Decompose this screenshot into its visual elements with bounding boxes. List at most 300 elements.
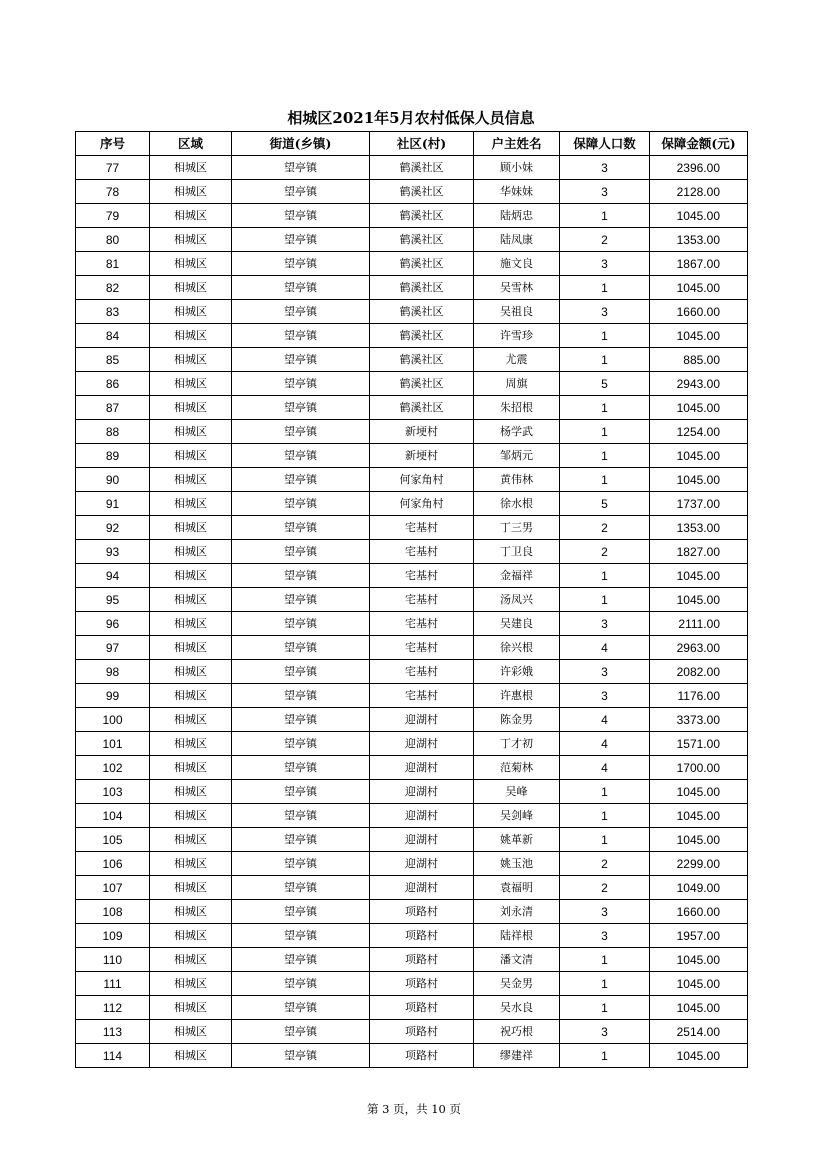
cell-persons: 5: [560, 492, 650, 516]
cell-community: 新埂村: [370, 420, 474, 444]
cell-district: 相城区: [150, 324, 232, 348]
cell-amount: 1045.00: [650, 828, 748, 852]
cell-district: 相城区: [150, 204, 232, 228]
cell-district: 相城区: [150, 876, 232, 900]
cell-amount: 1045.00: [650, 972, 748, 996]
cell-district: 相城区: [150, 660, 232, 684]
cell-household-head: 朱招根: [474, 396, 560, 420]
cell-district: 相城区: [150, 852, 232, 876]
cell-index: 88: [76, 420, 150, 444]
cell-persons: 3: [560, 684, 650, 708]
cell-amount: 1737.00: [650, 492, 748, 516]
cell-amount: 1700.00: [650, 756, 748, 780]
cell-amount: 1045.00: [650, 996, 748, 1020]
cell-household-head: 祝巧根: [474, 1020, 560, 1044]
cell-community: 新埂村: [370, 444, 474, 468]
cell-index: 92: [76, 516, 150, 540]
cell-street: 望亭镇: [232, 1044, 370, 1068]
cell-street: 望亭镇: [232, 612, 370, 636]
cell-persons: 2: [560, 516, 650, 540]
cell-district: 相城区: [150, 276, 232, 300]
cell-community: 项路村: [370, 996, 474, 1020]
cell-index: 94: [76, 564, 150, 588]
cell-street: 望亭镇: [232, 276, 370, 300]
cell-index: 79: [76, 204, 150, 228]
cell-district: 相城区: [150, 156, 232, 180]
cell-household-head: 邹炳元: [474, 444, 560, 468]
cell-household-head: 吴金男: [474, 972, 560, 996]
cell-amount: 1045.00: [650, 468, 748, 492]
column-header-community: 社区(村): [370, 132, 474, 156]
page-footer: 第 3 页，共 10 页: [366, 1102, 462, 1116]
cell-index: 82: [76, 276, 150, 300]
table-row: [76, 828, 748, 852]
cell-community: 鹤溪社区: [370, 204, 474, 228]
cell-street: 望亭镇: [232, 660, 370, 684]
cell-district: 相城区: [150, 972, 232, 996]
cell-persons: 1: [560, 396, 650, 420]
cell-household-head: 华妹妹: [474, 180, 560, 204]
table-row: [76, 180, 748, 204]
cell-district: 相城区: [150, 924, 232, 948]
cell-community: 宅基村: [370, 612, 474, 636]
cell-street: 望亭镇: [232, 1020, 370, 1044]
cell-persons: 1: [560, 1044, 650, 1068]
cell-household-head: 汤凤兴: [474, 588, 560, 612]
cell-community: 迎湖村: [370, 780, 474, 804]
table-body: [76, 156, 748, 1068]
cell-household-head: 陆凤康: [474, 228, 560, 252]
cell-community: 鹤溪社区: [370, 372, 474, 396]
table-row: [76, 612, 748, 636]
table-row: [76, 468, 748, 492]
cell-amount: 2299.00: [650, 852, 748, 876]
cell-persons: 2: [560, 540, 650, 564]
table-row: [76, 204, 748, 228]
cell-street: 望亭镇: [232, 372, 370, 396]
cell-district: 相城区: [150, 540, 232, 564]
cell-amount: 1867.00: [650, 252, 748, 276]
cell-amount: 1353.00: [650, 228, 748, 252]
cell-persons: 1: [560, 204, 650, 228]
table-row: [76, 540, 748, 564]
cell-household-head: 顾小妹: [474, 156, 560, 180]
table-row: [76, 804, 748, 828]
table-row: [76, 636, 748, 660]
cell-community: 宅基村: [370, 588, 474, 612]
cell-amount: 1045.00: [650, 444, 748, 468]
cell-index: 110: [76, 948, 150, 972]
cell-district: 相城区: [150, 348, 232, 372]
cell-amount: 885.00: [650, 348, 748, 372]
table-row: [76, 588, 748, 612]
cell-persons: 1: [560, 468, 650, 492]
cell-index: 91: [76, 492, 150, 516]
cell-household-head: 陈金男: [474, 708, 560, 732]
cell-index: 112: [76, 996, 150, 1020]
cell-street: 望亭镇: [232, 324, 370, 348]
table-row: [76, 756, 748, 780]
cell-persons: 3: [560, 180, 650, 204]
cell-street: 望亭镇: [232, 876, 370, 900]
cell-street: 望亭镇: [232, 516, 370, 540]
cell-index: 109: [76, 924, 150, 948]
cell-persons: 1: [560, 588, 650, 612]
cell-street: 望亭镇: [232, 636, 370, 660]
cell-community: 迎湖村: [370, 708, 474, 732]
cell-community: 迎湖村: [370, 756, 474, 780]
cell-household-head: 周旗: [474, 372, 560, 396]
cell-household-head: 丁三男: [474, 516, 560, 540]
cell-amount: 1827.00: [650, 540, 748, 564]
cell-amount: 1957.00: [650, 924, 748, 948]
cell-index: 98: [76, 660, 150, 684]
table-row: [76, 252, 748, 276]
cell-community: 何家角村: [370, 492, 474, 516]
cell-district: 相城区: [150, 708, 232, 732]
cell-amount: 1049.00: [650, 876, 748, 900]
cell-street: 望亭镇: [232, 540, 370, 564]
cell-amount: 2514.00: [650, 1020, 748, 1044]
cell-amount: 1045.00: [650, 588, 748, 612]
cell-household-head: 杨学武: [474, 420, 560, 444]
cell-amount: 1045.00: [650, 804, 748, 828]
cell-index: 100: [76, 708, 150, 732]
cell-street: 望亭镇: [232, 300, 370, 324]
cell-household-head: 刘永清: [474, 900, 560, 924]
cell-community: 迎湖村: [370, 732, 474, 756]
cell-community: 迎湖村: [370, 876, 474, 900]
cell-district: 相城区: [150, 396, 232, 420]
table-row: [76, 948, 748, 972]
cell-household-head: 尤震: [474, 348, 560, 372]
column-header-persons: 保障人口数: [560, 132, 650, 156]
cell-street: 望亭镇: [232, 348, 370, 372]
column-header-index: 序号: [76, 132, 150, 156]
cell-household-head: 潘文清: [474, 948, 560, 972]
cell-district: 相城区: [150, 948, 232, 972]
table-row: [76, 348, 748, 372]
cell-community: 鹤溪社区: [370, 324, 474, 348]
cell-household-head: 吴水良: [474, 996, 560, 1020]
cell-household-head: 丁卫良: [474, 540, 560, 564]
table-row: [76, 708, 748, 732]
cell-index: 106: [76, 852, 150, 876]
cell-community: 项路村: [370, 1044, 474, 1068]
cell-persons: 1: [560, 972, 650, 996]
cell-index: 86: [76, 372, 150, 396]
cell-index: 89: [76, 444, 150, 468]
data-table: [75, 131, 748, 1068]
table-row: [76, 1044, 748, 1068]
cell-community: 项路村: [370, 1020, 474, 1044]
cell-community: 项路村: [370, 900, 474, 924]
table-row: [76, 444, 748, 468]
cell-persons: 4: [560, 708, 650, 732]
cell-street: 望亭镇: [232, 732, 370, 756]
cell-persons: 3: [560, 1020, 650, 1044]
cell-household-head: 袁福明: [474, 876, 560, 900]
cell-household-head: 徐兴根: [474, 636, 560, 660]
column-header-amount: 保障金额(元): [650, 132, 748, 156]
cell-index: 102: [76, 756, 150, 780]
cell-district: 相城区: [150, 516, 232, 540]
table-row: [76, 732, 748, 756]
cell-street: 望亭镇: [232, 468, 370, 492]
cell-street: 望亭镇: [232, 804, 370, 828]
cell-household-head: 范菊林: [474, 756, 560, 780]
cell-street: 望亭镇: [232, 444, 370, 468]
cell-amount: 2963.00: [650, 636, 748, 660]
cell-amount: 2111.00: [650, 612, 748, 636]
cell-street: 望亭镇: [232, 684, 370, 708]
cell-amount: 2396.00: [650, 156, 748, 180]
cell-persons: 3: [560, 156, 650, 180]
cell-household-head: 黄伟林: [474, 468, 560, 492]
cell-district: 相城区: [150, 828, 232, 852]
table-header-row: [76, 132, 748, 156]
cell-persons: 4: [560, 636, 650, 660]
cell-amount: 2943.00: [650, 372, 748, 396]
table-row: [76, 684, 748, 708]
cell-household-head: 徐水根: [474, 492, 560, 516]
cell-persons: 1: [560, 780, 650, 804]
cell-amount: 1045.00: [650, 780, 748, 804]
cell-household-head: 金福祥: [474, 564, 560, 588]
cell-street: 望亭镇: [232, 204, 370, 228]
cell-community: 宅基村: [370, 684, 474, 708]
cell-community: 项路村: [370, 948, 474, 972]
column-header-street: 街道(乡镇): [232, 132, 370, 156]
cell-community: 鹤溪社区: [370, 252, 474, 276]
cell-community: 鹤溪社区: [370, 300, 474, 324]
cell-persons: 1: [560, 996, 650, 1020]
table-row: [76, 900, 748, 924]
cell-district: 相城区: [150, 756, 232, 780]
cell-household-head: 施文良: [474, 252, 560, 276]
cell-community: 宅基村: [370, 660, 474, 684]
cell-index: 114: [76, 1044, 150, 1068]
cell-district: 相城区: [150, 1044, 232, 1068]
cell-community: 项路村: [370, 924, 474, 948]
cell-persons: 2: [560, 228, 650, 252]
table-row: [76, 372, 748, 396]
cell-community: 鹤溪社区: [370, 180, 474, 204]
cell-district: 相城区: [150, 636, 232, 660]
cell-district: 相城区: [150, 804, 232, 828]
cell-community: 宅基村: [370, 516, 474, 540]
cell-street: 望亭镇: [232, 588, 370, 612]
cell-street: 望亭镇: [232, 564, 370, 588]
cell-household-head: 姚玉池: [474, 852, 560, 876]
cell-district: 相城区: [150, 780, 232, 804]
cell-amount: 1176.00: [650, 684, 748, 708]
cell-household-head: 缪建祥: [474, 1044, 560, 1068]
cell-district: 相城区: [150, 372, 232, 396]
cell-persons: 1: [560, 324, 650, 348]
cell-amount: 1045.00: [650, 324, 748, 348]
cell-district: 相城区: [150, 300, 232, 324]
cell-household-head: 许彩娥: [474, 660, 560, 684]
cell-community: 项路村: [370, 972, 474, 996]
cell-persons: 1: [560, 804, 650, 828]
cell-amount: 1660.00: [650, 900, 748, 924]
cell-persons: 2: [560, 852, 650, 876]
cell-household-head: 许雪珍: [474, 324, 560, 348]
cell-household-head: 吴建良: [474, 612, 560, 636]
cell-street: 望亭镇: [232, 228, 370, 252]
cell-household-head: 丁才初: [474, 732, 560, 756]
cell-amount: 1045.00: [650, 948, 748, 972]
cell-persons: 1: [560, 276, 650, 300]
cell-street: 望亭镇: [232, 756, 370, 780]
table-row: [76, 996, 748, 1020]
cell-amount: 1045.00: [650, 204, 748, 228]
table-row: [76, 420, 748, 444]
cell-persons: 1: [560, 828, 650, 852]
table-row: [76, 1020, 748, 1044]
cell-amount: 1353.00: [650, 516, 748, 540]
cell-district: 相城区: [150, 564, 232, 588]
cell-index: 99: [76, 684, 150, 708]
cell-household-head: 吴剑峰: [474, 804, 560, 828]
cell-community: 迎湖村: [370, 852, 474, 876]
table-row: [76, 228, 748, 252]
cell-community: 鹤溪社区: [370, 276, 474, 300]
cell-persons: 4: [560, 732, 650, 756]
cell-street: 望亭镇: [232, 900, 370, 924]
cell-persons: 3: [560, 900, 650, 924]
cell-street: 望亭镇: [232, 180, 370, 204]
cell-household-head: 吴雪林: [474, 276, 560, 300]
cell-district: 相城区: [150, 612, 232, 636]
cell-persons: 5: [560, 372, 650, 396]
cell-index: 95: [76, 588, 150, 612]
cell-index: 93: [76, 540, 150, 564]
cell-district: 相城区: [150, 684, 232, 708]
cell-amount: 1045.00: [650, 1044, 748, 1068]
cell-index: 101: [76, 732, 150, 756]
cell-household-head: 吴峰: [474, 780, 560, 804]
table-row: [76, 396, 748, 420]
cell-street: 望亭镇: [232, 780, 370, 804]
cell-persons: 3: [560, 924, 650, 948]
cell-street: 望亭镇: [232, 948, 370, 972]
cell-persons: 1: [560, 444, 650, 468]
cell-street: 望亭镇: [232, 396, 370, 420]
cell-street: 望亭镇: [232, 852, 370, 876]
cell-community: 鹤溪社区: [370, 228, 474, 252]
cell-amount: 1045.00: [650, 396, 748, 420]
cell-persons: 1: [560, 564, 650, 588]
table-row: [76, 300, 748, 324]
cell-district: 相城区: [150, 588, 232, 612]
cell-index: 97: [76, 636, 150, 660]
cell-amount: 1571.00: [650, 732, 748, 756]
cell-household-head: 许惠根: [474, 684, 560, 708]
cell-amount: 1660.00: [650, 300, 748, 324]
cell-index: 96: [76, 612, 150, 636]
table-row: [76, 924, 748, 948]
cell-persons: 2: [560, 876, 650, 900]
cell-community: 鹤溪社区: [370, 396, 474, 420]
cell-index: 83: [76, 300, 150, 324]
cell-community: 迎湖村: [370, 828, 474, 852]
cell-street: 望亭镇: [232, 252, 370, 276]
cell-district: 相城区: [150, 732, 232, 756]
cell-street: 望亭镇: [232, 996, 370, 1020]
cell-index: 90: [76, 468, 150, 492]
cell-district: 相城区: [150, 492, 232, 516]
cell-district: 相城区: [150, 996, 232, 1020]
table-row: [76, 276, 748, 300]
cell-index: 80: [76, 228, 150, 252]
cell-persons: 3: [560, 612, 650, 636]
column-header-district: 区域: [150, 132, 232, 156]
cell-index: 81: [76, 252, 150, 276]
table-row: [76, 324, 748, 348]
cell-community: 宅基村: [370, 564, 474, 588]
cell-persons: 3: [560, 300, 650, 324]
cell-street: 望亭镇: [232, 828, 370, 852]
cell-index: 111: [76, 972, 150, 996]
cell-street: 望亭镇: [232, 492, 370, 516]
cell-amount: 1045.00: [650, 564, 748, 588]
cell-community: 鹤溪社区: [370, 156, 474, 180]
cell-index: 105: [76, 828, 150, 852]
cell-amount: 1254.00: [650, 420, 748, 444]
cell-amount: 2082.00: [650, 660, 748, 684]
cell-index: 78: [76, 180, 150, 204]
cell-district: 相城区: [150, 420, 232, 444]
cell-index: 113: [76, 1020, 150, 1044]
column-header-household-head: 户主姓名: [474, 132, 560, 156]
cell-street: 望亭镇: [232, 972, 370, 996]
cell-index: 87: [76, 396, 150, 420]
cell-district: 相城区: [150, 900, 232, 924]
cell-community: 宅基村: [370, 636, 474, 660]
page-title: 相城区2021年5月农村低保人员信息: [287, 109, 535, 127]
cell-district: 相城区: [150, 444, 232, 468]
cell-persons: 4: [560, 756, 650, 780]
cell-persons: 1: [560, 420, 650, 444]
table-row: [76, 492, 748, 516]
cell-index: 104: [76, 804, 150, 828]
cell-persons: 1: [560, 948, 650, 972]
cell-district: 相城区: [150, 468, 232, 492]
cell-index: 107: [76, 876, 150, 900]
cell-amount: 2128.00: [650, 180, 748, 204]
cell-index: 108: [76, 900, 150, 924]
cell-persons: 3: [560, 252, 650, 276]
cell-community: 迎湖村: [370, 804, 474, 828]
cell-household-head: 陆祥根: [474, 924, 560, 948]
cell-index: 84: [76, 324, 150, 348]
cell-household-head: 姚革新: [474, 828, 560, 852]
cell-persons: 1: [560, 348, 650, 372]
cell-community: 宅基村: [370, 540, 474, 564]
cell-community: 鹤溪社区: [370, 348, 474, 372]
table-row: [76, 516, 748, 540]
table-row: [76, 564, 748, 588]
cell-persons: 3: [560, 660, 650, 684]
cell-street: 望亭镇: [232, 708, 370, 732]
table-row: [76, 156, 748, 180]
table-row: [76, 852, 748, 876]
table-row: [76, 780, 748, 804]
table-row: [76, 972, 748, 996]
cell-amount: 1045.00: [650, 276, 748, 300]
